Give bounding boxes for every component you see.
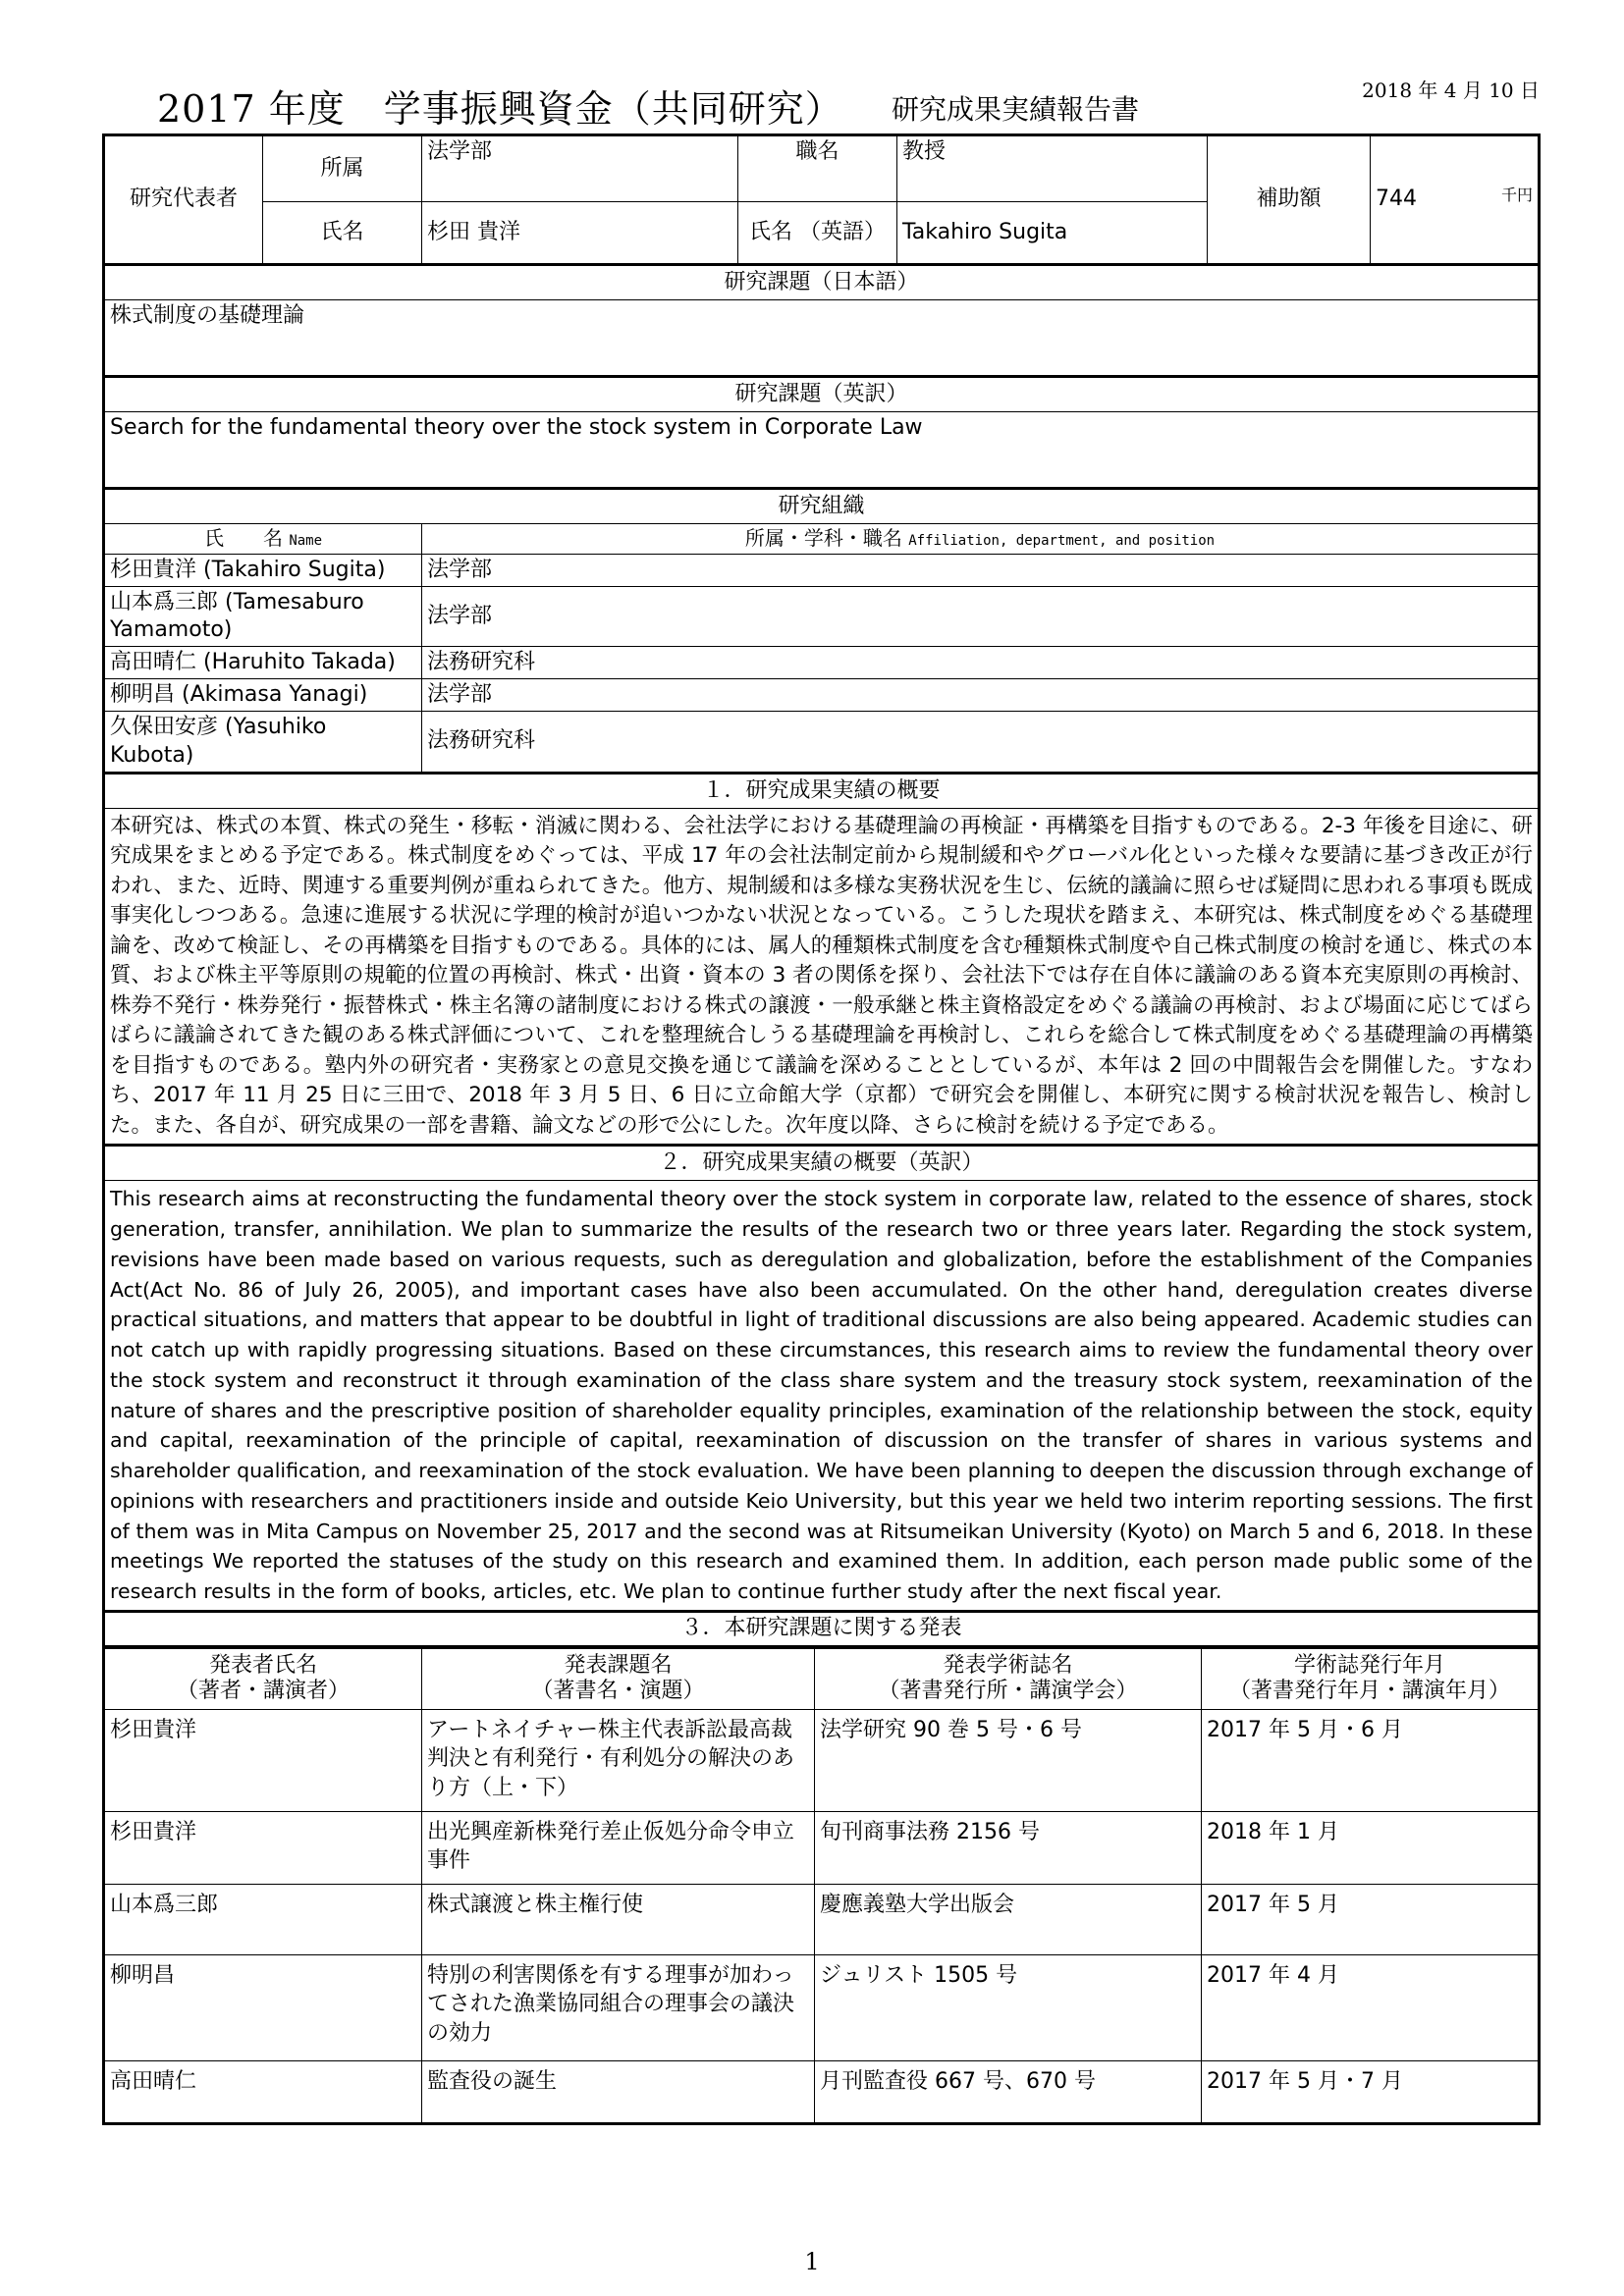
grant-unit: 千円 (1500, 186, 1533, 205)
presentation-date: 2017 年 5 月・7 月 (1202, 2060, 1540, 2123)
report-form (102, 133, 1538, 2125)
presentation-date: 2017 年 4 月 (1202, 1954, 1540, 2060)
summary-ja-text: 本研究は、株式の本質、株式の発生・移転・消滅に関わる、会社法学における基礎理論の再検証・再構築を目指すものである。2-3 年後を目途に、研究成果をまとめる予定である。株式制度をめぐっては、平成 17 年の会社法制定前から規制緩和やグローバル化といった様々な要請に基づき改正が行われ、また、近時、関連する重要判例が重ねられてきた。他方、規制緩和は多様な実務状況を生じ、伝統的議論に照らせば疑問に思われる事項も既成事実化しつつある。急速に進展する状況に学理的検討が追いつかない状況となっている。こうした現状を踏まえ、本研究は、株式制度をめぐる基礎理論を、改めて検証し、その再構築を目指すものである。具体的には、属人的種類株式制度を含む種類株式制度や自己株式制度の検討を通じ、株式の本質、および株主平等原則の規範的位置の再検討、株式・出資・資本の 3 者の関係を探り、会社法下では存在自体に議論のある資本充実原則の再検討、株券不発行・株券発行・振替株式・株主名簿の諸制度における株式の譲渡・一般承継と株主資格設定をめぐる議論の再検討、および場面に応じてばらばらに議論されてきた観のある株式評価について、これを整理統合しうる基礎理論を再検討し、これらを総合して株式制度をめぐる基礎理論の再構築を目指すものである。塾内外の研究者・実務家との意見交換を通じて議論を深めることとしているが、本年は 2 回の中間報告会を開催した。すなわち、2017 年 11 月 25 日に三田で、2018 年 3 月 5 日、6 日に立命館大学（京都）で研究会を開催し、本研究に関する検討状況を報告し、検討した。また、各自が、研究成果の一部を書籍、論文などの形で公にした。次年度以降、さらに検討を続ける予定である。 (104, 808, 1540, 1146)
presenter-name: 柳明昌 (104, 1954, 422, 2060)
grant-amount: 744 (1376, 187, 1417, 212)
presenter-name: 杉田貴洋 (104, 1811, 422, 1884)
presentation-title: アートネイチャー株主代表訴訟最高裁判決と有利発行・有利処分の解決のあり方（上・下） (422, 1709, 815, 1811)
grant-label: 補助額 (1208, 135, 1371, 265)
journal-column-header: 発表学術誌名 （著書発行所・講演学会） (815, 1648, 1202, 1709)
member-affiliation: 法学部 (422, 679, 1540, 712)
member-row (104, 679, 1540, 712)
presentation-row (104, 1709, 1540, 1811)
position-label: 職名 (738, 135, 897, 202)
name-value: 杉田 貴洋 (422, 202, 738, 265)
member-name-column-en: Name (289, 533, 323, 549)
member-name-column-header (104, 524, 422, 555)
presentation-journal: 慶應義塾大学出版会 (815, 1884, 1202, 1954)
affiliation-value: 法学部 (422, 135, 738, 202)
organization-heading: 研究組織 (104, 489, 1540, 524)
member-row (104, 554, 1540, 586)
member-affiliation: 法学部 (422, 586, 1540, 646)
report-subtitle: 研究成果実績報告書 (892, 93, 1140, 126)
member-affiliation-column-en: Affiliation, department, and position (908, 533, 1216, 549)
presenter-name: 杉田貴洋 (104, 1709, 422, 1811)
date-column-header: 学術誌発行年月 （著書発行年月・講演年月） (1202, 1648, 1540, 1709)
topic-en-heading: 研究課題（英訳） (104, 377, 1540, 412)
presentation-date: 2017 年 5 月・6 月 (1202, 1709, 1540, 1811)
member-name: 高田晴仁 (Haruhito Takada) (104, 647, 422, 679)
representative-table (102, 133, 1541, 1648)
name-en-value: Takahiro Sugita (897, 202, 1208, 265)
presenter-name: 山本爲三郎 (104, 1884, 422, 1954)
title-column-header: 発表課題名 （著書名・演題） (422, 1648, 815, 1709)
member-row (104, 712, 1540, 773)
presentation-journal: 旬刊商事法務 2156 号 (815, 1811, 1202, 1884)
presentation-row (104, 2060, 1540, 2123)
topic-en-text: Search for the fundamental theory over the stock system in Corporate Law (104, 412, 1540, 489)
presentations-heading: ３．本研究課題に関する発表 (104, 1611, 1540, 1646)
report-date: 2018 年 4 月 10 日 (1362, 79, 1540, 102)
grant-amount-cell (1371, 135, 1540, 265)
presentation-date: 2017 年 5 月 (1202, 1884, 1540, 1954)
member-name: 柳明昌 (Akimasa Yanagi) (104, 679, 422, 712)
presentation-journal: ジュリスト 1505 号 (815, 1954, 1202, 2060)
presentation-journal: 法学研究 90 巻 5 号・6 号 (815, 1709, 1202, 1811)
presentation-row (104, 1954, 1540, 2060)
summary-en-heading: ２．研究成果実績の概要（英訳） (104, 1146, 1540, 1181)
presentation-journal: 月刊監査役 667 号、670 号 (815, 2060, 1202, 2123)
member-name: 山本爲三郎 (Tamesaburo Yamamoto) (104, 586, 422, 646)
member-affiliation: 法務研究科 (422, 647, 1540, 679)
presentation-row (104, 1884, 1540, 1954)
member-affiliation-column-ja: 所属・学科・職名 (744, 526, 902, 550)
presentation-title: 監査役の誕生 (422, 2060, 815, 2123)
presentations-header-row (104, 1648, 1540, 1709)
position-value: 教授 (897, 135, 1208, 202)
topic-ja-text: 株式制度の基礎理論 (104, 300, 1540, 377)
summary-en-text: This research aims at reconstructing the fundamental theory over the stock system in corporate law, related to the essence of shares, stock generation, transfer, annihilation. We plan to summarize the results of the research two or three years later. Regarding the stock system, revisions have been made based on various requests, such as deregulation and globalization, before the establishment of the Companies Act(Act No. 86 of July 26, 2005), and important cases have also been accumulated. On the other hand, deregulation creates diverse practical situations, and matters that appear to be doubtful in light of traditional discussions are also being appeared. Academic studies can not catch up with rapidly progressing situations. Based on these circumstances, this research aims to review the fundamental theory over the stock system and reconstruct it through examination of the class share system and the treasury stock system, reexamination of the nature of shares and the prescriptive position of shareholder equality principles, examination of the relationship between the stock, equity and capital, reexamination of the principle of capital, reexamination of discussion on the transfer of shares in various systems and shareholder qualification, and reexamination of the stock evaluation. We have been planning to deepen the discussion through exchange of opinions with researchers and practitioners inside and outside Keio University, but this year we held two interim reporting sessions. The first of them was in Mita Campus on November 25, 2017 and the second was at Ritsumeikan University (Kyoto) on March 5 and 6, 2018. In these meetings We reported the statuses of the study on this research and examined them. In addition, each person made public some of the research results in the form of books, articles, etc. We plan to continue further study after the next fiscal year. (104, 1181, 1540, 1612)
topic-ja-heading: 研究課題（日本語） (104, 265, 1540, 300)
presenter-name: 高田晴仁 (104, 2060, 422, 2123)
affiliation-label: 所属 (263, 135, 422, 202)
representative-label: 研究代表者 (104, 135, 263, 265)
presentation-title: 株式譲渡と株主権行使 (422, 1884, 815, 1954)
member-row (104, 586, 1540, 646)
summary-ja-heading: １．研究成果実績の概要 (104, 773, 1540, 808)
report-title: 2017 年度 学事振興資金（共同研究） (157, 87, 843, 131)
presentation-date: 2018 年 1 月 (1202, 1811, 1540, 1884)
document-header (157, 67, 1551, 137)
name-en-label: 氏名 （英語） (738, 202, 897, 265)
page-number: 1 (804, 2248, 820, 2275)
member-name: 久保田安彦 (Yasuhiko Kubota) (104, 712, 422, 773)
name-label: 氏名 (263, 202, 422, 265)
member-affiliation: 法学部 (422, 554, 1540, 586)
member-affiliation-column-header (422, 524, 1540, 555)
presentation-title: 出光興産新株発行差止仮処分命令申立事件 (422, 1811, 815, 1884)
presenter-column-header: 発表者氏名 （著者・講演者） (104, 1648, 422, 1709)
member-name: 杉田貴洋 (Takahiro Sugita) (104, 554, 422, 586)
presentation-title: 特別の利害関係を有する理事が加わってされた漁業協同組合の理事会の議決の効力 (422, 1954, 815, 2060)
member-row (104, 647, 1540, 679)
presentation-row (104, 1811, 1540, 1884)
member-name-column-ja: 氏 名 (203, 526, 283, 550)
member-affiliation: 法務研究科 (422, 712, 1540, 773)
presentations-table (102, 1648, 1541, 2125)
